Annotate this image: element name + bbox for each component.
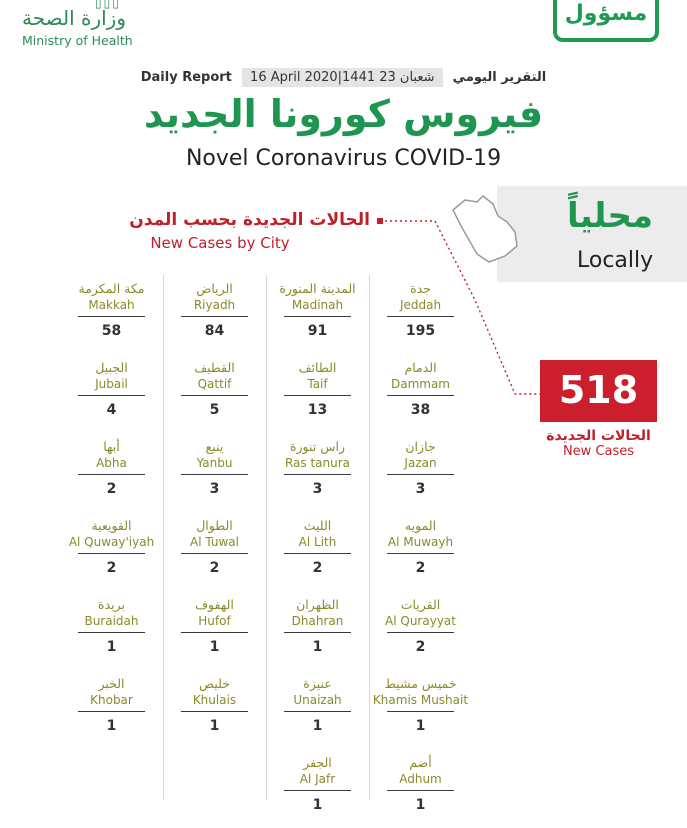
city-name-en: Abha: [96, 456, 127, 470]
city-name-en: Al Jafr: [299, 772, 336, 786]
city-name-ar: أضم: [409, 755, 432, 770]
city-name-en: Al Lith: [298, 535, 337, 549]
city-underline: [387, 474, 454, 475]
city-name-en: Unaizah: [293, 693, 342, 707]
city-cases-value: 13: [307, 402, 328, 418]
city-underline: [387, 395, 454, 396]
city-name-ar: المدينة المنورة: [279, 281, 356, 296]
city-cases-value: 1: [106, 639, 117, 655]
city-name-en: Jubail: [95, 377, 128, 391]
city-underline: [284, 790, 351, 791]
city-cases-value: 1: [312, 718, 323, 734]
city-cell: [266, 749, 369, 828]
city-cases-value: 1: [415, 718, 426, 734]
city-name-ar: الليث: [303, 518, 332, 533]
page-title-en: Novel Coronavirus COVID-19: [185, 146, 502, 171]
city-name-en: Taif: [307, 377, 328, 391]
city-underline: [387, 790, 454, 791]
city-name-en: Riyadh: [193, 298, 236, 312]
city-name-ar: أبها: [103, 439, 120, 454]
city-cell: [163, 354, 266, 433]
city-underline: [284, 553, 351, 554]
total-new-cases-value: 518: [558, 368, 639, 412]
city-name-en: Ras tanura: [284, 456, 351, 470]
responsible-badge: [553, 0, 659, 42]
city-name-en: Khobar: [90, 693, 133, 707]
city-name-en: Jazan: [404, 456, 437, 470]
city-name-ar: القويعية: [91, 518, 132, 533]
city-name-en: Hufof: [198, 614, 231, 628]
page-title-ar: فيروس كورونا الجديد: [143, 92, 544, 136]
city-cell: [163, 512, 266, 591]
city-cell: [60, 433, 163, 512]
city-cell: [369, 275, 472, 354]
badge-text: مسؤول: [564, 1, 648, 26]
city-underline: [284, 395, 351, 396]
locally-label-en: Locally: [577, 248, 654, 273]
city-underline: [181, 474, 248, 475]
locally-label-ar: محلياً: [567, 196, 654, 236]
city-cases-value: 195: [405, 323, 436, 339]
city-cell: [60, 591, 163, 670]
city-cases-value: 2: [209, 560, 220, 576]
city-name-ar: خليص: [199, 676, 230, 691]
city-cell: [266, 512, 369, 591]
city-underline: [181, 711, 248, 712]
city-cases-value: 2: [106, 560, 117, 576]
city-cases-value: 2: [312, 560, 323, 576]
city-name-en: Al Quway'iyah: [68, 535, 155, 549]
city-cell: [266, 591, 369, 670]
report-line: [0, 68, 687, 87]
city-cell: [266, 670, 369, 749]
report-date: 16 April 2020|1441 23 شعبان: [242, 68, 442, 87]
ministry-name-ar: وزارة الصحة: [22, 6, 126, 30]
ministry-logo: [10, 0, 140, 50]
city-underline: [387, 711, 454, 712]
city-cases-value: 3: [209, 481, 220, 497]
total-new-cases-label-ar: الحالات الجديدة: [546, 428, 651, 444]
city-cell: [60, 670, 163, 749]
ministry-name-en: Ministry of Health: [22, 33, 133, 48]
city-name-ar: جدة: [410, 281, 431, 296]
city-name-ar: الطوال: [196, 518, 233, 533]
city-cell: [163, 591, 266, 670]
city-underline: [284, 474, 351, 475]
city-underline: [78, 395, 145, 396]
city-underline: [387, 632, 454, 633]
city-underline: [78, 632, 145, 633]
city-name-en: Adhum: [399, 772, 442, 786]
city-name-ar: الرياض: [196, 281, 233, 296]
city-section-title-ar: الحالات الجديدة بحسب المدن: [129, 210, 370, 230]
city-name-en: Al Tuwal: [190, 535, 239, 549]
city-name-en: Khulais: [192, 693, 237, 707]
city-name-ar: الدمام: [404, 360, 437, 375]
city-cell: [369, 354, 472, 433]
city-name-ar: عنيزة: [303, 676, 332, 691]
logo-mark-icon: ▯▯▯: [95, 0, 121, 10]
daily-report-en: Daily Report: [140, 70, 232, 85]
city-cases-value: 1: [312, 639, 323, 655]
city-underline: [78, 553, 145, 554]
city-cell: [369, 749, 472, 828]
bullet-square-icon: [377, 218, 383, 224]
city-underline: [284, 711, 351, 712]
city-underline: [181, 395, 248, 396]
city-cases-value: 1: [312, 797, 323, 813]
city-cell: [163, 670, 266, 749]
city-cases-value: 4: [106, 402, 117, 418]
city-cases-value: 91: [307, 323, 328, 339]
city-name-ar: مكة المكرمة: [78, 281, 145, 296]
city-name-ar: ينبع: [205, 439, 224, 454]
city-underline: [181, 316, 248, 317]
city-underline: [284, 632, 351, 633]
saudi-map-icon: [443, 192, 523, 267]
city-name-ar: خميس مشيط: [384, 676, 457, 691]
city-name-ar: الظهران: [296, 597, 339, 612]
city-name-ar: جازان: [405, 439, 436, 454]
city-underline: [284, 316, 351, 317]
total-new-cases-box: [540, 360, 657, 422]
city-cell: [163, 433, 266, 512]
city-name-ar: بريدة: [98, 597, 125, 612]
city-cases-value: 1: [209, 718, 220, 734]
city-name-en: Qattif: [197, 377, 232, 391]
city-cell: [369, 512, 472, 591]
city-cases-value: 3: [415, 481, 426, 497]
city-name-en: Khamis Mushait: [372, 693, 469, 707]
city-cases-value: 2: [106, 481, 117, 497]
city-cases-value: 1: [106, 718, 117, 734]
city-cases-value: 84: [204, 323, 225, 339]
city-name-en: Makkah: [88, 298, 135, 312]
city-name-en: Buraidah: [84, 614, 139, 628]
city-name-en: Dammam: [390, 377, 450, 391]
city-name-ar: الهفوف: [195, 597, 234, 612]
city-cases-value: 5: [209, 402, 220, 418]
city-name-ar: الطائف: [298, 360, 337, 375]
city-underline: [181, 553, 248, 554]
city-name-en: Al Qurayyat: [385, 614, 456, 628]
city-cases-value: 58: [101, 323, 122, 339]
city-underline: [78, 474, 145, 475]
city-cell: [163, 275, 266, 354]
city-section-title-en: New Cases by City: [150, 234, 290, 252]
city-cases-value: 2: [415, 560, 426, 576]
city-cases-value: 1: [415, 797, 426, 813]
city-cases-value: 2: [415, 639, 426, 655]
city-name-ar: الخبر: [98, 676, 125, 691]
city-name-en: Jeddah: [399, 298, 442, 312]
city-name-ar: المويه: [404, 518, 437, 533]
city-name-en: Yanbu: [196, 456, 233, 470]
city-name-ar: الجفر: [303, 755, 332, 770]
city-cases-value: 3: [312, 481, 323, 497]
city-name-en: Madinah: [291, 298, 344, 312]
city-name-ar: القطيف: [194, 360, 235, 375]
city-name-ar: راس تنورة: [289, 439, 346, 454]
city-cases-value: 38: [410, 402, 431, 418]
city-cell: [60, 512, 163, 591]
total-new-cases-label-en: New Cases: [562, 444, 635, 459]
city-cell: [369, 591, 472, 670]
city-underline: [181, 632, 248, 633]
city-cell: [266, 354, 369, 433]
city-underline: [387, 316, 454, 317]
city-cell: [60, 354, 163, 433]
daily-report-ar: التقرير اليومي: [452, 70, 547, 85]
city-name-ar: الجبيل: [95, 360, 128, 375]
city-name-en: Al Muwayh: [387, 535, 454, 549]
city-cell: [266, 433, 369, 512]
city-name-en: Dhahran: [291, 614, 344, 628]
city-underline: [78, 316, 145, 317]
city-underline: [78, 711, 145, 712]
city-cell: [369, 433, 472, 512]
city-cell: [369, 670, 472, 749]
city-underline: [387, 553, 454, 554]
city-name-ar: القريات: [400, 597, 441, 612]
city-cell: [266, 275, 369, 354]
city-cases-value: 1: [209, 639, 220, 655]
city-cell: [60, 275, 163, 354]
